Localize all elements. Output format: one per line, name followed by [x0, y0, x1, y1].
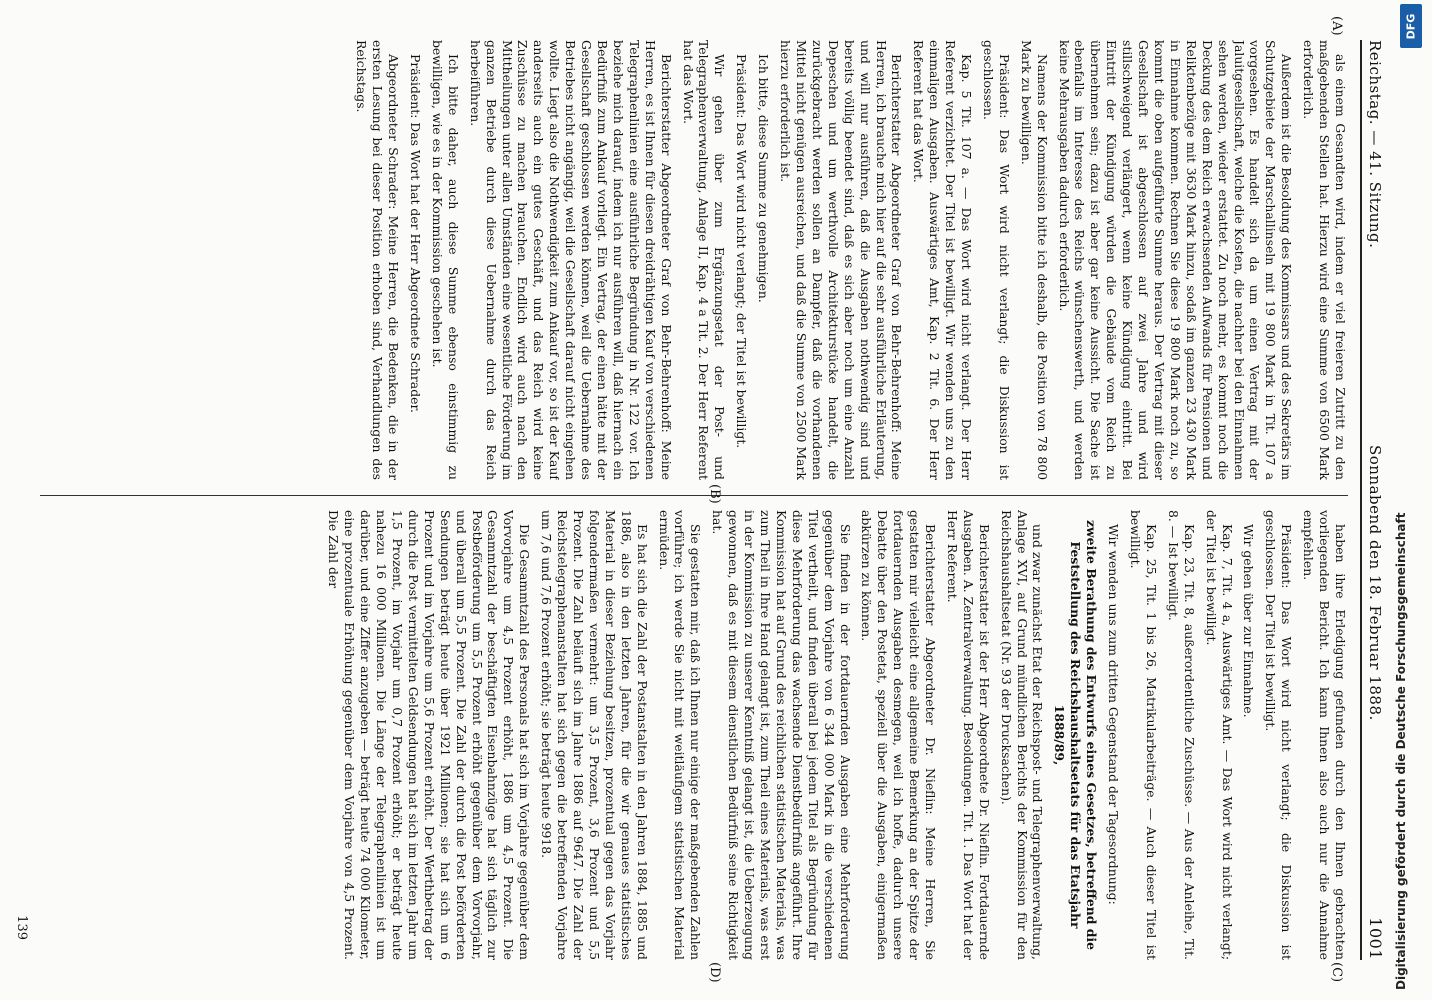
left-column-paragraph: Wir gehen über zum Ergänzungsetat der Post- und Telegraphenverwaltung, Anlage II, Kap. 4 a Tit. 2. Der Herr Referent hat das Wort. [680, 40, 728, 480]
column-divider [40, 495, 1348, 496]
right-column-paragraph: Präsident: Das Wort wird nicht verlangt; die Diskussion ist geschlossen. Der Titel ist bewilligt. [1263, 510, 1295, 960]
right-column-paragraph: Die Gesammtzahl des Personals hat sich im Vorjahre gegenüber dem Vorvorjahre um 4,5 Prozent erhöht, 1886 um 4,5 Prozent. Die Gesammtzahl der beschäftigten Eisenbahnzüge hat sich täglich zur Postbeförderung um 5,5 Prozent erhöht gegenüber dem Vorvorjahr, und überall um 5,5 Prozent. Die Zahl der durch die Post beförderten Sendungen beträgt heute über 1921 Millionen; sie hat sich um 6 Prozent und im Vorjahre um 5,6 Prozent erhöht. Der Werthbetrag der durch die Post vermittelten Geldsendungen hat sich im letzten Jahr um 1,5 Prozent, im Vorjahr um 0,7 Prozent erhöht; er beträgt heute nahezu 16 000 Millionen. Die Länge der Telegraphenlinien ist um darüber, und eine Ziffer anzugeben — beträgt heute 74 000 Kilometer, eine prozentuale Erhöhung gegenüber dem Vorjahre von 4,5 Prozent. Die Zahl der [326, 510, 533, 960]
left-column-paragraph: als einem Gesandten wird, indem er viel freieren Zutritt zu den maßgebenden Stellen hat. Hierzu wird eine Summe von 6500 Mark erforderlich. [1301, 40, 1348, 480]
page-number: 1001 [1366, 917, 1385, 960]
left-column-paragraph: Präsident: Das Wort wird nicht verlangt; die Diskussion ist geschlossen. [980, 40, 1012, 480]
header-rule [1360, 40, 1362, 960]
left-column-paragraph: Abgeordneter Schrader: Meine Herren, die Bedenken, die in der ersten Lesung bei dieser Position erhoben sind, Verhandlungen des Reichstags. [354, 40, 402, 480]
left-column-paragraph: Präsident: Das Wort hat der Herr Abgeordnete Schrader. [408, 54, 424, 413]
right-column-paragraph: zweite Berathung des Entwurfs eines Gesetzes, betreffend die Feststellung des Reichshaushaltsetats für das Etatsjahr 1888/89, [1052, 519, 1100, 950]
digitization-strip [1386, 0, 1432, 1000]
left-column-paragraph: Namens der Kommission bitte ich deshalb, die Position von 78 800 Mark zu bewilligen. [1018, 40, 1050, 480]
left-column-paragraph: Berichterstatter Abgeordneter Graf von Behr-Behrenhoff: Meine Herren, ich brauche mich hier auf die sehr ausführliche Erläuterung, und will nur ausführen, daß die Ausgaben nothwendig sind und bereits völlig beendet sind, daß es sich aber noch um eine Anzahl Depeschen und um werthvolle Architekturstücke handelt, die zurückgebracht werden sollen an Dampfer, daß die vorhandenen Mittel nicht genügen ausreichen, und daß die Summe von 2500 Mark hierzu erforderlich ist. [778, 40, 905, 480]
left-column-paragraph: Berichterstatter Abgeordneter Graf von Behr-Behrenhoff: Meine Herren, es ist Ihnen für diesen dreidrähtigen Kauf von verschiedenen Telegraphenlinien eine ausführliche Begründung in Nr. 122 vor. Ich beziehe mich darauf, indem ich nur ausführen will, daß hiernach ein Bedürfniß zum Ankauf vorliegt. Ein Vertrag, der einen hätte mit der Gesellschaft geschlossen werden können, weil die Uebernahme des Betriebes nicht angängig, weil die Gesellschaft darauf nicht eingehen wollte. Liegt also die Nothwendigkeit zum Ankauf vor, so ist der Kauf anderseits auch ein gutes Geschäft, und das Reich wird keine Zuschüsse zu machen brauchen. Endlich wird auch nach den Mittheilungen unter allen Umständen eine wesentliche Förderung im ganzen Betriebe durch diese Uebernahme durch das Reich herbeiführen. [467, 40, 674, 480]
dfg-logo-text: DFG [1404, 13, 1418, 39]
right-column-paragraph: Kap. 7, Tit. 4 a, Auswärtiges Amt. — Das Wort wird nicht verlangt; der Titel ist bewilligt. [1203, 510, 1235, 960]
right-column-paragraph: und zwar zunächst Etat der Reichspost- und Telegraphenverwaltung, Anlage XVI, auf Grund mündlichen Berichts der Kommission für den Reichshaushaltsetat (Nr. 93 der Drucksachen). [998, 510, 1046, 960]
right-column-paragraph: Wir wenden uns zum dritten Gegenstand der Tagesordnung: [1106, 524, 1122, 905]
right-column-paragraph: Kap. 23, Tit. 8, außerordentliche Zuschüsse. — Aus der Anleihe, Tit. 8. — Ist bewilligt. [1165, 510, 1197, 960]
right-column-paragraph: haben ihre Erledigung gefunden durch den Ihnen gebrachten vorliegenden Bericht. Ich kann Ihnen also auch nur die Annahme empfehlen. [1301, 510, 1348, 960]
right-column-paragraph: Berichterstatter ist der Herr Abgeordnete Dr. Nieflin. Fortdauernde Ausgaben. A. Zentralverwaltung. Besoldungen. Tit. 1. Das Wort hat der Herr Referent. [944, 510, 992, 960]
left-column-paragraph: Ich bitte daher, auch diese Summe ebenso einstimmig zu bewilligen, wie es in der Kommission geschehen ist. [429, 40, 461, 480]
left-column-paragraph: Außerdem ist die Besoldung des Kommissars und des Sekretärs im Schutzgebiete der Marschallinseln mit 19 800 Mark in Tit. 107 a vorgesehen. Es handelt sich da um einen Vertrag mit der Jaluitgesellschaft, welche die Kosten, die nachher bei den Einnahmen sehen werden, wieder erstattet. Zu noch mehr, es kommt noch die Deckung des dem Reich erwachsenden Aufwands für Pensionen und Reliktenbezüge mit 3630 Mark hinzu, sodaß im ganzen 23 430 Mark in Einnahme kommen. Rechnen Sie diese 19 800 Mark noch zu, so kommt die oben aufgeführte Summe heraus. Der Vertrag mit dieser Gesellschaft ist abgeschlossen auf zwei Jahre und wird stillschweigend verlängert, wenn keine Kündigung eintritt. Bei Eintritt der Kündigung würden die Gebäude vom Reich zu übernehmen sein; dazu ist aber gar keine Aussicht. Die Sache ist ebenfalls im Interesse des Reichs wünschenswerth, und werden keine Mehrausgaben dadurch erforderlich. [1056, 40, 1295, 480]
digitization-credit: Digitalisierung gefördert durch die Deutsche Forschungsgemeinschaft [1394, 512, 1408, 990]
margin-marker-a: (A) [1329, 16, 1344, 36]
left-column-paragraph: Präsident: Das Wort wird nicht verlangt; der Titel ist bewilligt. [734, 54, 750, 449]
margin-marker-b: (B) [707, 484, 722, 504]
left-column-paragraph: Ich bitte, diese Summe zu genehmigen. [756, 54, 772, 303]
right-column-paragraph: Berichterstatter Abgeordneter Dr. Nieflin: Meine Herren, Sie gestatten mir vielleicht eine allgemeine Bemerkung an der Spitze der fortdauernden Ausgaben desmegen, weil ich hoffe, dadurch unsere Debatte über den Postetat, speziell über die Ausgaben, einigermaßen abkürzen zu können. [859, 510, 939, 960]
left-column [40, 40, 1348, 480]
margin-marker-c: (C) [1329, 962, 1344, 983]
footer-number: 139 [14, 915, 29, 940]
right-column [40, 510, 1348, 960]
header-left: Reichstag. — 41. Sitzung. [1366, 40, 1384, 249]
right-column-paragraph: Kap. 25, Tit. 1 bis 26, Matrikularbeiträge. — Auch dieser Titel ist bewilligt. [1128, 510, 1159, 960]
dfg-logo [1400, 4, 1422, 48]
right-column-paragraph: Sie gestatten mir, daß ich Ihnen nur einige der maßgebenden Zahlen vorführe; ich werde Sie nicht mit weitläufigem statistischen Material ermüden. [656, 510, 704, 960]
right-column-paragraph: Sie finden in der fortdauernden Ausgaben eine Mehrforderung gegenüber dem Vorjahre von 6 344 000 Mark in die verschiedenen Titel vertheilt, und finden überall bei jedem Titel als Begründung für diese Mehrforderung das wachsende Dienstbedürfniß angeführt. Ihre Kommission hat auf Grund des reichlichen statistischen Materials, was zum Theil in Ihre Hand gelangt ist, zum Theil eines Materials, was erst in der Kommission zu unserer Kenntniß gelangt ist, die Ueberzeugung gewonnen, daß es mit diesem dienstlichen Bedürfniß seine Richtigkeit hat. [710, 510, 853, 960]
left-column-paragraph: Kap. 5 Tit. 107 a. — Das Wort wird nicht verlangt. Der Herr Referent verzichtet. Der Titel ist bewilligt. Wir wenden uns zu den einmaligen Ausgaben. Auswärtiges Amt, Kap. 2 Tit. 6. Der Herr Referent hat das Wort. [911, 40, 975, 480]
right-column-paragraph: Es hat sich die Zahl der Postanstalten in den Jahren 1884, 1885 und 1886, also in den letzten Jahren, für die wir genaues statistisches Material in dieser Beziehung besitzen, prozentual gegen das Vorjahr folgendermaßen vermehrt: um 3,5 Prozent, 3,6 Prozent und 5,5 Prozent. Die Zahl beläuft sich im Jahre 1886 auf 9647. Die Zahl der Reichstelegraphenanstalten hat sich gegen die betreffenden Vorjahre um 7,6 und 7,6 Prozent erhöht; sie beträgt heute 9918. [539, 510, 650, 960]
right-column-paragraph: Wir gehen über zur Einnahme. [1241, 524, 1257, 718]
margin-marker-d: (D) [707, 962, 722, 983]
header-date: Sonnabend den 18. Februar 1888. [1366, 444, 1384, 721]
